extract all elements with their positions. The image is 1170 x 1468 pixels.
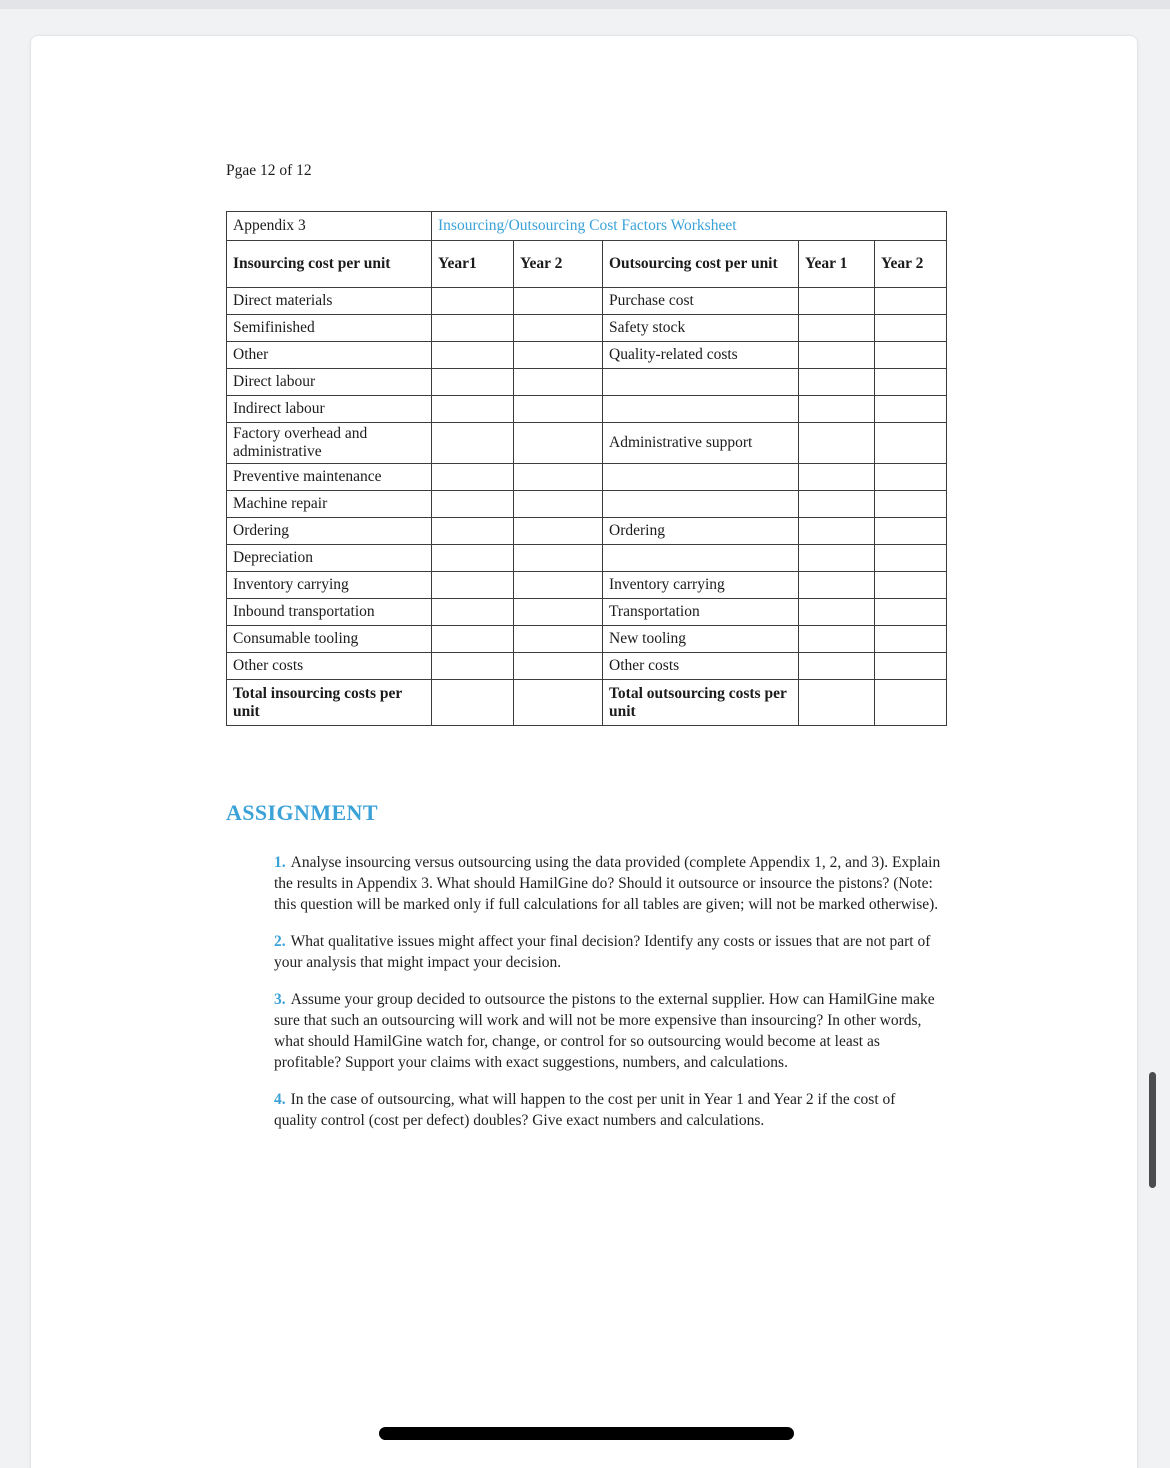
insourcing-item-label: Consumable tooling xyxy=(227,626,432,653)
outsourcing-year1-header: Year 1 xyxy=(799,241,875,288)
outsourcing-item-label: Transportation xyxy=(603,599,799,626)
assignment-item xyxy=(226,989,942,1073)
table-row xyxy=(227,545,947,572)
assignment-list xyxy=(226,852,948,1131)
insourcing-item-label: Inbound transportation xyxy=(227,599,432,626)
outsourcing-column-header: Outsourcing cost per unit xyxy=(603,241,799,288)
value-cell xyxy=(514,680,603,726)
value-cell xyxy=(875,464,947,491)
assignment-item-text: What qualitative issues might affect your final decision? Identify any costs or issues that are not part of your analysis that might impact your decision. xyxy=(274,933,931,971)
value-cell xyxy=(875,680,947,726)
value-cell xyxy=(514,572,603,599)
value-cell xyxy=(799,680,875,726)
value-cell xyxy=(875,518,947,545)
document-page xyxy=(30,35,1138,1468)
value-cell xyxy=(514,342,603,369)
value-cell xyxy=(799,626,875,653)
insourcing-column-header: Insourcing cost per unit xyxy=(227,241,432,288)
value-cell xyxy=(799,464,875,491)
value-cell xyxy=(432,653,514,680)
value-cell xyxy=(514,626,603,653)
insourcing-item-label: Other xyxy=(227,342,432,369)
outsourcing-item-label: Administrative support xyxy=(603,423,799,464)
value-cell xyxy=(799,653,875,680)
insourcing-item-label: Inventory carrying xyxy=(227,572,432,599)
table-row xyxy=(227,491,947,518)
table-row xyxy=(227,680,947,726)
assignment-item xyxy=(226,1089,942,1131)
scrollbar-thumb[interactable] xyxy=(1149,1072,1156,1188)
appendix-label: Appendix 3 xyxy=(227,212,432,241)
value-cell xyxy=(514,396,603,423)
value-cell xyxy=(799,491,875,518)
value-cell xyxy=(875,315,947,342)
value-cell xyxy=(514,464,603,491)
value-cell xyxy=(514,315,603,342)
outsourcing-item-label: Quality-related costs xyxy=(603,342,799,369)
value-cell xyxy=(432,464,514,491)
cost-factors-table xyxy=(226,211,947,726)
assignment-item-number: 1. xyxy=(274,854,286,871)
value-cell xyxy=(875,396,947,423)
insourcing-item-label: Depreciation xyxy=(227,545,432,572)
table-row xyxy=(227,572,947,599)
value-cell xyxy=(432,342,514,369)
insourcing-item-label: Other costs xyxy=(227,653,432,680)
outsourcing-item-label: Ordering xyxy=(603,518,799,545)
value-cell xyxy=(514,599,603,626)
value-cell xyxy=(432,545,514,572)
insourcing-year2-header: Year 2 xyxy=(514,241,603,288)
outsourcing-item-label: Safety stock xyxy=(603,315,799,342)
outsourcing-item-label: New tooling xyxy=(603,626,799,653)
value-cell xyxy=(799,396,875,423)
value-cell xyxy=(432,680,514,726)
outsourcing-item-label xyxy=(603,464,799,491)
value-cell xyxy=(432,369,514,396)
assignment-item xyxy=(226,931,942,973)
outsourcing-item-label xyxy=(603,491,799,518)
value-cell xyxy=(875,626,947,653)
table-row xyxy=(227,288,947,315)
value-cell xyxy=(514,369,603,396)
insourcing-item-label: Ordering xyxy=(227,518,432,545)
value-cell xyxy=(514,545,603,572)
value-cell xyxy=(799,315,875,342)
value-cell xyxy=(432,491,514,518)
value-cell xyxy=(799,545,875,572)
value-cell xyxy=(875,491,947,518)
table-row xyxy=(227,423,947,464)
value-cell xyxy=(432,518,514,545)
worksheet-body xyxy=(227,288,947,726)
value-cell xyxy=(875,545,947,572)
value-cell xyxy=(875,599,947,626)
value-cell xyxy=(875,288,947,315)
table-row xyxy=(227,626,947,653)
value-cell xyxy=(875,572,947,599)
insourcing-item-label: Direct materials xyxy=(227,288,432,315)
value-cell xyxy=(875,369,947,396)
worksheet-title: Insourcing/Outsourcing Cost Factors Worksheet xyxy=(432,212,947,241)
top-background-strip xyxy=(0,0,1170,9)
table-row xyxy=(227,369,947,396)
insourcing-item-label: Semifinished xyxy=(227,315,432,342)
value-cell xyxy=(432,572,514,599)
assignment-item-number: 3. xyxy=(274,991,286,1008)
assignment-item xyxy=(226,852,942,915)
value-cell xyxy=(432,396,514,423)
value-cell xyxy=(799,342,875,369)
table-header-row xyxy=(227,241,947,288)
assignment-item-number: 2. xyxy=(274,933,286,950)
home-indicator-bar[interactable] xyxy=(379,1427,794,1440)
value-cell xyxy=(514,288,603,315)
table-row xyxy=(227,518,947,545)
outsourcing-year2-header: Year 2 xyxy=(875,241,947,288)
outsourcing-item-label xyxy=(603,396,799,423)
outsourcing-item-label xyxy=(603,369,799,396)
value-cell xyxy=(514,491,603,518)
value-cell xyxy=(432,288,514,315)
assignment-item-text: Assume your group decided to outsource the pistons to the external supplier. How can HamilGine make sure that such an outsourcing will work and will not be more expensive than insourcing? In other words, what should HamilGine watch for, change, or control for so outsourcing would become at least as profitable? Support your claims with exact suggestions, numbers, and calculations. xyxy=(274,991,935,1071)
table-row xyxy=(227,342,947,369)
value-cell xyxy=(432,599,514,626)
value-cell xyxy=(432,315,514,342)
value-cell xyxy=(799,518,875,545)
table-row xyxy=(227,396,947,423)
insourcing-item-label: Factory overhead and administrative xyxy=(227,423,432,464)
value-cell xyxy=(432,423,514,464)
insourcing-item-label: Machine repair xyxy=(227,491,432,518)
assignment-heading: ASSIGNMENT xyxy=(226,800,378,825)
value-cell xyxy=(799,288,875,315)
insourcing-item-label: Preventive maintenance xyxy=(227,464,432,491)
value-cell xyxy=(432,626,514,653)
value-cell xyxy=(875,653,947,680)
insourcing-item-label: Indirect labour xyxy=(227,396,432,423)
value-cell xyxy=(799,423,875,464)
insourcing-item-label: Direct labour xyxy=(227,369,432,396)
insourcing-year1-header: Year1 xyxy=(432,241,514,288)
assignment-item-text: Analyse insourcing versus outsourcing using the data provided (complete Appendix 1, 2, and 3). Explain the results in Appendix 3. What should HamilGine do? Should it outsource or insource the pistons? (Note: this question will be marked only if full calculations for all tables are given; will not be marked otherwise). xyxy=(274,854,941,913)
outsourcing-item-label: Other costs xyxy=(603,653,799,680)
outsourcing-item-label xyxy=(603,545,799,572)
value-cell xyxy=(875,423,947,464)
page-content xyxy=(226,36,948,1147)
table-title-row xyxy=(227,212,947,241)
table-row xyxy=(227,315,947,342)
value-cell xyxy=(799,599,875,626)
insourcing-item-label: Total insourcing costs per unit xyxy=(227,680,432,726)
value-cell xyxy=(514,653,603,680)
value-cell xyxy=(514,423,603,464)
assignment-item-number: 4. xyxy=(274,1091,286,1108)
outsourcing-item-label: Inventory carrying xyxy=(603,572,799,599)
outsourcing-item-label: Total outsourcing costs per unit xyxy=(603,680,799,726)
table-row xyxy=(227,464,947,491)
table-row xyxy=(227,653,947,680)
table-row xyxy=(227,599,947,626)
value-cell xyxy=(875,342,947,369)
value-cell xyxy=(799,369,875,396)
value-cell xyxy=(514,518,603,545)
outsourcing-item-label: Purchase cost xyxy=(603,288,799,315)
value-cell xyxy=(799,572,875,599)
page-indicator: Pgae 12 of 12 xyxy=(226,162,312,179)
assignment-item-text: In the case of outsourcing, what will happen to the cost per unit in Year 1 and Year 2 if the cost of quality control (cost per defect) doubles? Give exact numbers and calculations. xyxy=(274,1091,896,1129)
